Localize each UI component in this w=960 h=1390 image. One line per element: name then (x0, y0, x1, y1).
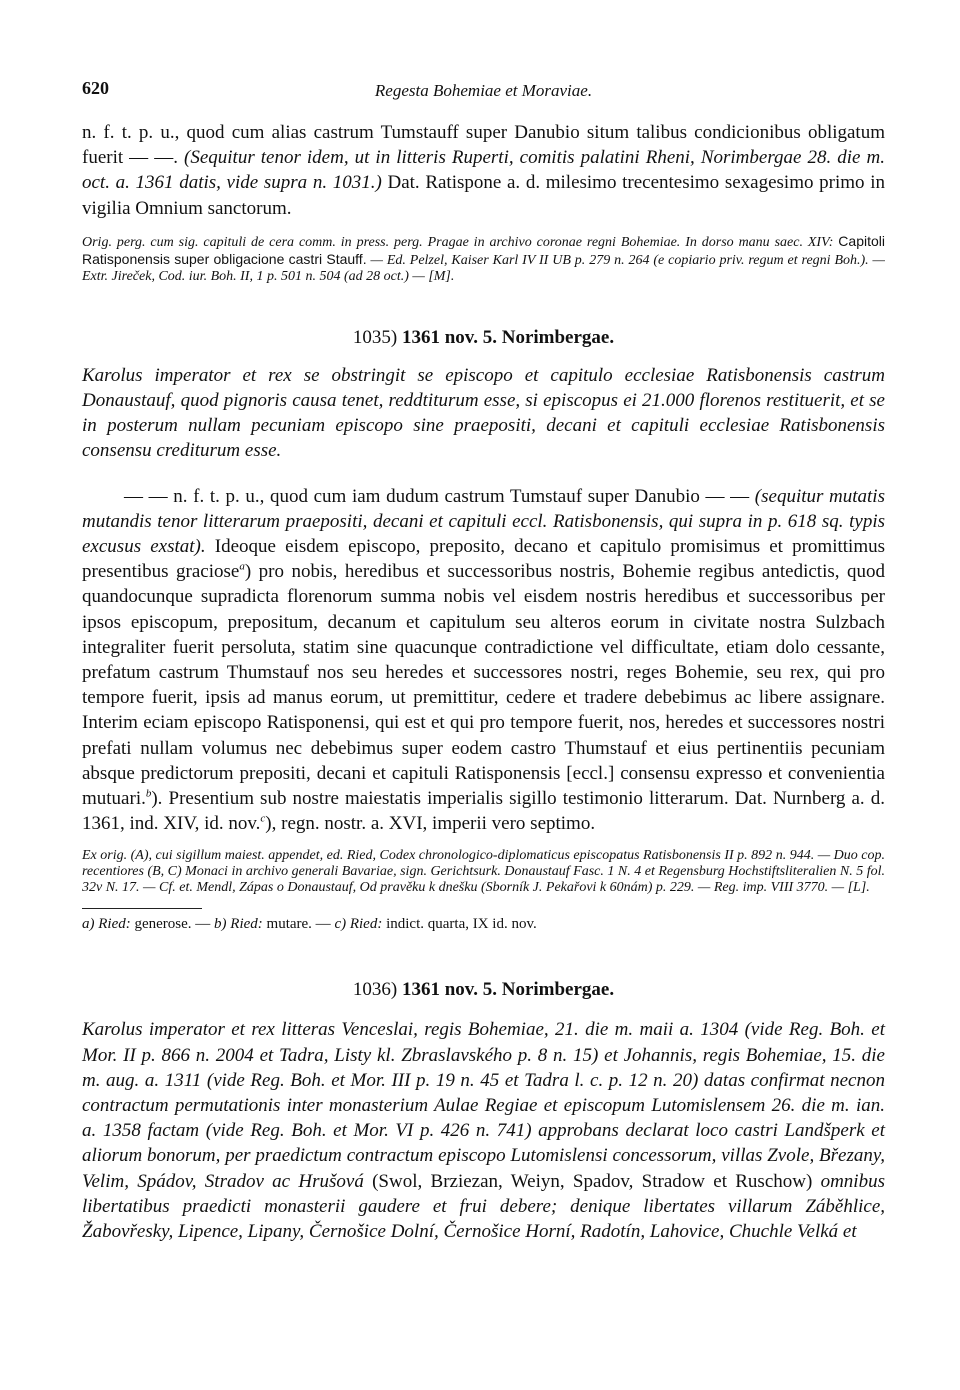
entry-1035-source-note: Ex orig. (A), cui sigillum maiest. appendet, ed. Ried, Codex chronologico-diplomaticus episcopatus Ratisbonensis II p. 892 n. 944. — Duo cop. recentiores (B, C) Monaci in archivo generali Bavariae, sign. Gerichtsurk. Donaustauf Fasc. 1 N. 4 et Regensburg Hochstiftsliteralien N. 5 fol. 32v N. 17. — Cf. et. Mendl, Zápas o Donaustauf, Od pravěku k dnešku (Sborník J. Pekařovi k 60nám) p. 229. — Reg. imp. VIII 3770. — [L]. (82, 848, 885, 896)
text-span-upright: (Swol, Brziezan, Weiyn, Spadov, Stradow et Ruschow) (372, 1170, 813, 1192)
text-span: ) pro nobis, heredibus et successoribus nostris, Bohemie regibus antedictis, quod quandocunque supradicta florenorum summa nobis vel eisdem nostris heredibus et successoribus per ipsos episcopum, prepositum, decanum et capitulum seu alteros eorum in civitate nostra Sulzbach integraliter fuerit persoluta, statim sine quacunque contradictione vel difficultate, etiam dolo cessante, prefatum castrum Thumstauf nos seu heredes et successores nostri, reges Bohemie, seu rex, qui pro tempore fuerit, ipsis ad manus eorum, ut premittitur, cedere et tradere debebimus ac libere assignare. Interim eciam episcopo Ratisponensi, qui est et qui pro tempore fuerit, nos, heredes et successores nostri prefati nullam volumus nec debebimus super eodem castro Thumstauf et eius pertinentiis pecuniam absque predictorum prepositi, decani et capituli Ratisponensis [eccl.] consensu expresso et convenientia mutuari. (82, 561, 885, 810)
footnotes (82, 908, 885, 933)
text-span-italic: (Sequitur tenor idem, ut in litteris Ruperti, comitis palatini Rheni, Norimbergae 28. die m. oct. a. 1361 datis, vide supra n. 1031.) (82, 147, 885, 194)
entry-number: 1036) (352, 979, 398, 1001)
entry-1036-regest (82, 1017, 885, 1244)
entry-1035-text (82, 484, 885, 837)
footnote-a: a) Ried: generose. — (82, 916, 215, 933)
text-span-italic: omnibus libertatibus praedicti monasterii gaudere et frui debere; denique libertates villarum Záběhlice, Žabovřesky, Lipence, Lipany, Černošice Dolní, Černošice Horní, Radotín, Lahovice, Chuchle Velká et (82, 1170, 885, 1243)
text-span-italic: (sequitur mutatis mutandis tenor litterarum praepositi, decani et capituli eccl. Ratisbonensis, qui supra in p. 618 sq. typis excusus exstat). (82, 485, 885, 558)
footnote-c: c) Ried: indict. quarta, IX id. nov. (334, 916, 537, 933)
entry-1034-closing-text (82, 120, 885, 221)
text-span-italic: Karolus imperator et rex litteras Venceslai, regis Bohemiae, 21. die m. maii a. 1304 (vide Reg. Boh. et Mor. II p. 866 n. 2004 et Tadra, Listy kl. Zbraslavského p. 8 n. 15) et Johannis, regis Bohemiae, 15. die m. aug. a. 1311 (vide Reg. Boh. et Mor. III p. 19 n. 45 et Tadra l. c. p. 12 n. 20) datas confirmat necnon contractum permutationis inter monasterium Aulae Regiae et episcopum Lutomislensem 26. die m. ian. a. 1358 factam (vide Reg. Boh. et Mor. VI p. 426 n. 741) approbans declarat loco castri Landšperk et aliorum bonorum, per praedictum contractum episcopo Lutomislensi concessorum, villas Zvole, Březany, Velim, Spádov, Stradov ac Hrušová (82, 1019, 885, 1192)
footnote-rule (82, 908, 202, 909)
footnote-line (82, 915, 885, 933)
text-span: Dat. Ratispone a. d. milesimo trecentesimo sexagesimo primo in vigilia Omnium sanctorum. (82, 172, 885, 219)
entry-number: 1035) (352, 326, 398, 348)
note-span-upright: Capitoli Ratisponensis super obligacione castri Stauff. (82, 232, 885, 267)
entry-1035-regest: Karolus imperator et rex se obstringit se episcopo et capitulo ecclesiae Ratisbonensis castrum Donaustauf, quod pignoris causa tenet, reddtiturum esse, si episcopus ei 21.000 florenos restituerit, et se in posterum nullam pecuniam episcopo sine praepositi, decani et capituli ecclesiae Ratisbonensis consensu crediturum esse. (82, 364, 885, 462)
entry-date-place: 1361 nov. 5. Norimbergae. (401, 326, 615, 348)
note-span: — Ed. Pelzel, Kaiser Karl IV II UB p. 279 n. 264 (e copiario priv. regum et regni Boh.). — Extr. Jireček, Cod. iur. Boh. II, 1 p. 501 n. 504 (ad 28 oct.) — [M]. (82, 252, 885, 284)
running-title: Regesta Bohemiae et Moraviae. (374, 81, 593, 100)
text-span: ), regn. nostr. a. XVI, imperii vero septimo. (265, 813, 596, 835)
entry-1034-source-note (82, 233, 885, 285)
entry-date-place: 1361 nov. 5. Norimbergae. (401, 979, 615, 1001)
text-span: Ideoque eisdem episcopo, preposito, decano et capitulo promisimus et promittimus presentibus graciose (82, 536, 886, 583)
footnote-b: b) Ried: mutare. — (214, 916, 335, 933)
note-span: Orig. perg. cum sig. capituli de cera comm. in press. perg. Pragae in archivo coronae regni Bohemiae. In dorso manu saec. XIV: (82, 234, 839, 250)
document-page (82, 72, 885, 1244)
entry-1036-heading (82, 979, 885, 1001)
page-number: 620 (82, 78, 109, 98)
entry-1035-heading (82, 327, 885, 349)
footnote-mark: a (239, 560, 245, 573)
footnote-mark: b (145, 787, 152, 800)
footnote-mark: c (260, 812, 266, 825)
page-header (82, 72, 885, 102)
text-span: ). Presentium sub nostre maiestatis imperialis sigillo testimonio litterarum. Dat. Nurnberg a. d. 1361, ind. XIV, id. nov. (82, 788, 885, 835)
text-span: n. f. t. p. u., quod cum alias castrum Tumstauff super Danubio situm talibus condicionibus obligatum fuerit — —. (82, 122, 885, 169)
text-span: — — n. f. t. p. u., quod cum iam dudum castrum Tumstauf super Danubio — — (124, 485, 755, 507)
